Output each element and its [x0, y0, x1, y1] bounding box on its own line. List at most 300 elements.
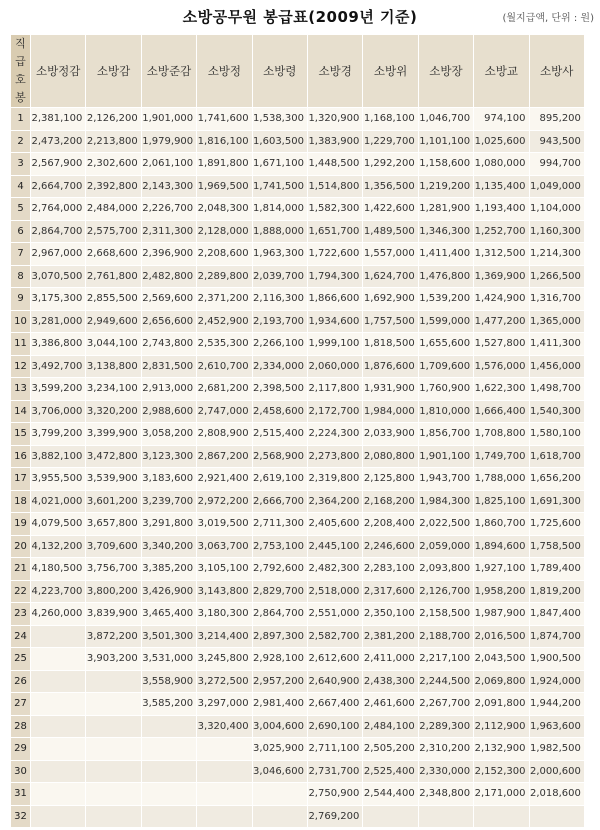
salary-cell: 1,158,600 [418, 153, 473, 176]
salary-cell: 2,132,900 [474, 738, 529, 761]
salary-cell: 3,019,500 [197, 513, 252, 536]
salary-cell [86, 693, 141, 716]
salary-cell: 3,340,200 [141, 535, 196, 558]
salary-cell: 1,749,700 [474, 445, 529, 468]
salary-cell [86, 715, 141, 738]
salary-cell: 1,708,800 [474, 423, 529, 446]
salary-cell: 3,025,900 [252, 738, 307, 761]
salary-cell: 2,125,800 [363, 468, 418, 491]
salary-cell: 974,100 [474, 108, 529, 131]
salary-cell [86, 783, 141, 806]
salary-cell: 2,544,400 [363, 783, 418, 806]
salary-cell: 2,743,800 [141, 333, 196, 356]
salary-cell: 1,979,900 [141, 130, 196, 153]
step-cell: 26 [11, 670, 31, 693]
salary-cell: 1,874,700 [529, 625, 584, 648]
salary-cell: 2,668,600 [86, 243, 141, 266]
salary-cell: 3,297,000 [197, 693, 252, 716]
step-cell: 10 [11, 310, 31, 333]
salary-cell: 2,518,000 [307, 580, 362, 603]
step-cell: 6 [11, 220, 31, 243]
table-row [11, 310, 585, 333]
salary-cell: 2,482,300 [307, 558, 362, 581]
salary-cell: 2,461,600 [363, 693, 418, 716]
salary-cell: 2,000,600 [529, 760, 584, 783]
salary-cell: 1,931,900 [363, 378, 418, 401]
table-row [11, 558, 585, 581]
salary-cell: 1,692,900 [363, 288, 418, 311]
salary-cell [197, 738, 252, 761]
table-row [11, 153, 585, 176]
salary-cell: 2,612,600 [307, 648, 362, 671]
salary-cell: 1,580,100 [529, 423, 584, 446]
step-cell: 2 [11, 130, 31, 153]
table-row [11, 355, 585, 378]
salary-cell: 3,601,200 [86, 490, 141, 513]
salary-cell: 3,492,700 [31, 355, 86, 378]
salary-cell: 1,860,700 [474, 513, 529, 536]
salary-cell: 1,671,100 [252, 153, 307, 176]
salary-cell: 2,317,600 [363, 580, 418, 603]
salary-cell: 1,540,300 [529, 400, 584, 423]
salary-cell: 2,213,800 [86, 130, 141, 153]
salary-cell: 1,655,600 [418, 333, 473, 356]
salary-cell: 1,538,300 [252, 108, 307, 131]
salary-cell: 2,244,500 [418, 670, 473, 693]
salary-cell: 3,214,400 [197, 625, 252, 648]
salary-cell: 1,987,900 [474, 603, 529, 626]
salary-cell: 1,984,300 [418, 490, 473, 513]
salary-cell: 3,063,700 [197, 535, 252, 558]
salary-cell: 2,061,100 [141, 153, 196, 176]
salary-cell: 2,582,700 [307, 625, 362, 648]
salary-cell: 2,033,900 [363, 423, 418, 446]
salary-cell: 1,618,700 [529, 445, 584, 468]
salary-cell: 2,283,100 [363, 558, 418, 581]
salary-cell: 3,320,400 [197, 715, 252, 738]
salary-cell: 2,016,500 [474, 625, 529, 648]
salary-cell: 1,760,900 [418, 378, 473, 401]
salary-cell: 943,500 [529, 130, 584, 153]
salary-cell: 2,764,000 [31, 198, 86, 221]
step-cell: 29 [11, 738, 31, 761]
step-cell: 5 [11, 198, 31, 221]
salary-cell: 3,234,100 [86, 378, 141, 401]
step-cell: 1 [11, 108, 31, 131]
table-row [11, 693, 585, 716]
salary-cell: 3,882,100 [31, 445, 86, 468]
step-cell: 13 [11, 378, 31, 401]
salary-cell: 1,924,000 [529, 670, 584, 693]
salary-cell: 1,788,000 [474, 468, 529, 491]
salary-cell: 2,226,700 [141, 198, 196, 221]
salary-cell: 1,982,500 [529, 738, 584, 761]
salary-cell: 2,117,800 [307, 378, 362, 401]
salary-cell: 1,944,200 [529, 693, 584, 716]
step-cell: 11 [11, 333, 31, 356]
step-cell: 27 [11, 693, 31, 716]
salary-cell: 2,808,900 [197, 423, 252, 446]
salary-cell: 3,706,000 [31, 400, 86, 423]
salary-cell [141, 738, 196, 761]
table-row [11, 760, 585, 783]
header-row [11, 35, 585, 108]
salary-cell: 4,260,000 [31, 603, 86, 626]
salary-cell: 4,079,500 [31, 513, 86, 536]
step-cell: 32 [11, 805, 31, 828]
salary-cell: 2,972,200 [197, 490, 252, 513]
salary-cell: 1,025,600 [474, 130, 529, 153]
salary-cell: 1,984,000 [363, 400, 418, 423]
salary-cell: 1,101,100 [418, 130, 473, 153]
salary-cell: 2,319,800 [307, 468, 362, 491]
salary-cell: 1,080,000 [474, 153, 529, 176]
salary-cell [141, 805, 196, 828]
salary-cell: 1,539,200 [418, 288, 473, 311]
salary-cell: 2,158,500 [418, 603, 473, 626]
salary-cell: 1,963,600 [529, 715, 584, 738]
salary-cell: 2,681,200 [197, 378, 252, 401]
salary-cell: 2,664,700 [31, 175, 86, 198]
salary-cell: 2,619,100 [252, 468, 307, 491]
salary-cell: 1,999,100 [307, 333, 362, 356]
salary-cell: 3,180,300 [197, 603, 252, 626]
salary-cell: 4,180,500 [31, 558, 86, 581]
table-row [11, 400, 585, 423]
header-rank: 소방정 [197, 35, 252, 108]
salary-cell: 1,856,700 [418, 423, 473, 446]
salary-cell: 3,245,800 [197, 648, 252, 671]
table-row [11, 490, 585, 513]
salary-cell: 2,610,700 [197, 355, 252, 378]
salary-cell: 2,913,000 [141, 378, 196, 401]
salary-cell: 3,799,200 [31, 423, 86, 446]
salary-cell: 1,818,500 [363, 333, 418, 356]
salary-cell [31, 760, 86, 783]
salary-cell: 3,175,300 [31, 288, 86, 311]
salary-cell: 2,569,600 [141, 288, 196, 311]
salary-cell: 1,891,800 [197, 153, 252, 176]
salary-cell [252, 783, 307, 806]
header-rank: 소방령 [252, 35, 307, 108]
salary-cell: 2,949,600 [86, 310, 141, 333]
salary-cell [197, 783, 252, 806]
salary-cell: 2,381,200 [363, 625, 418, 648]
salary-cell: 2,761,800 [86, 265, 141, 288]
salary-cell: 3,291,800 [141, 513, 196, 536]
salary-cell: 2,438,300 [363, 670, 418, 693]
step-cell: 14 [11, 400, 31, 423]
salary-cell: 1,046,700 [418, 108, 473, 131]
salary-cell: 2,666,700 [252, 490, 307, 513]
salary-cell: 1,411,300 [529, 333, 584, 356]
salary-cell: 2,217,100 [418, 648, 473, 671]
salary-cell [31, 693, 86, 716]
salary-cell: 1,527,800 [474, 333, 529, 356]
salary-cell: 2,792,600 [252, 558, 307, 581]
salary-cell: 1,582,300 [307, 198, 362, 221]
salary-cell: 1,794,300 [307, 265, 362, 288]
salary-cell [86, 760, 141, 783]
salary-cell: 2,515,400 [252, 423, 307, 446]
salary-cell: 2,126,200 [86, 108, 141, 131]
salary-cell: 3,955,500 [31, 468, 86, 491]
salary-cell: 2,753,100 [252, 535, 307, 558]
salary-cell: 3,903,200 [86, 648, 141, 671]
salary-cell: 1,422,600 [363, 198, 418, 221]
salary-cell: 1,456,000 [529, 355, 584, 378]
salary-cell: 2,059,000 [418, 535, 473, 558]
salary-cell: 2,048,300 [197, 198, 252, 221]
salary-cell: 2,398,500 [252, 378, 307, 401]
table-row [11, 198, 585, 221]
salary-cell: 2,116,300 [252, 288, 307, 311]
salary-cell: 1,958,200 [474, 580, 529, 603]
salary-cell: 2,330,000 [418, 760, 473, 783]
salary-cell: 2,112,900 [474, 715, 529, 738]
salary-cell: 2,224,300 [307, 423, 362, 446]
salary-cell: 1,229,700 [363, 130, 418, 153]
salary-cell: 3,123,300 [141, 445, 196, 468]
salary-cell: 2,525,400 [363, 760, 418, 783]
salary-cell: 1,514,800 [307, 175, 362, 198]
table-row [11, 378, 585, 401]
salary-cell: 1,819,200 [529, 580, 584, 603]
salary-cell: 1,557,000 [363, 243, 418, 266]
salary-cell: 2,864,700 [31, 220, 86, 243]
salary-cell: 1,498,700 [529, 378, 584, 401]
salary-cell: 2,747,000 [197, 400, 252, 423]
salary-cell: 2,143,300 [141, 175, 196, 198]
step-cell: 15 [11, 423, 31, 446]
table-row [11, 243, 585, 266]
salary-cell: 2,069,800 [474, 670, 529, 693]
salary-cell: 1,411,400 [418, 243, 473, 266]
salary-cell: 1,651,700 [307, 220, 362, 243]
salary-cell: 1,356,500 [363, 175, 418, 198]
salary-cell: 2,473,200 [31, 130, 86, 153]
table-row [11, 175, 585, 198]
salary-cell: 1,383,900 [307, 130, 362, 153]
salary-cell: 3,599,200 [31, 378, 86, 401]
salary-cell: 2,208,400 [363, 513, 418, 536]
salary-cell: 3,472,800 [86, 445, 141, 468]
salary-cell: 1,825,100 [474, 490, 529, 513]
salary-cell: 3,558,900 [141, 670, 196, 693]
header-rank: 소방사 [529, 35, 584, 108]
salary-cell: 2,022,500 [418, 513, 473, 536]
salary-cell: 2,018,600 [529, 783, 584, 806]
salary-cell: 4,132,200 [31, 535, 86, 558]
salary-cell: 1,477,200 [474, 310, 529, 333]
salary-cell: 3,839,900 [86, 603, 141, 626]
header-rank: 소방경 [307, 35, 362, 108]
salary-cell: 1,691,300 [529, 490, 584, 513]
header-rank: 소방준감 [141, 35, 196, 108]
header-rank: 소방감 [86, 35, 141, 108]
salary-cell: 1,900,500 [529, 648, 584, 671]
step-cell: 21 [11, 558, 31, 581]
header-rank: 소방장 [418, 35, 473, 108]
page-title: 소방공무원 봉급표(2009년 기준) [182, 8, 418, 26]
salary-cell: 3,531,000 [141, 648, 196, 671]
salary-cell: 2,188,700 [418, 625, 473, 648]
salary-cell: 2,567,900 [31, 153, 86, 176]
salary-cell: 1,214,300 [529, 243, 584, 266]
salary-cell: 2,656,600 [141, 310, 196, 333]
salary-cell: 2,392,800 [86, 175, 141, 198]
salary-cell: 1,346,300 [418, 220, 473, 243]
salary-cell [31, 715, 86, 738]
salary-cell [252, 805, 307, 828]
salary-cell: 1,814,000 [252, 198, 307, 221]
salary-cell: 1,448,500 [307, 153, 362, 176]
salary-cell: 2,246,600 [363, 535, 418, 558]
salary-cell: 2,128,000 [197, 220, 252, 243]
salary-cell: 3,385,200 [141, 558, 196, 581]
salary-cell: 2,640,900 [307, 670, 362, 693]
salary-cell: 1,656,200 [529, 468, 584, 491]
salary-cell: 2,867,200 [197, 445, 252, 468]
salary-cell: 1,758,500 [529, 535, 584, 558]
salary-cell: 4,223,700 [31, 580, 86, 603]
salary-cell: 3,320,200 [86, 400, 141, 423]
salary-cell [31, 648, 86, 671]
salary-cell [474, 805, 529, 828]
salary-cell [197, 805, 252, 828]
salary-cell: 2,957,200 [252, 670, 307, 693]
salary-cell: 2,310,200 [418, 738, 473, 761]
salary-cell: 2,505,200 [363, 738, 418, 761]
step-cell: 12 [11, 355, 31, 378]
salary-cell: 1,168,100 [363, 108, 418, 131]
salary-cell: 2,126,700 [418, 580, 473, 603]
header-rank: 소방위 [363, 35, 418, 108]
salary-cell: 2,267,700 [418, 693, 473, 716]
table-row [11, 670, 585, 693]
step-cell: 9 [11, 288, 31, 311]
salary-cell: 2,334,000 [252, 355, 307, 378]
salary-cell: 2,364,200 [307, 490, 362, 513]
salary-cell: 3,058,200 [141, 423, 196, 446]
salary-cell: 1,866,600 [307, 288, 362, 311]
salary-cell: 3,046,600 [252, 760, 307, 783]
salary-cell: 2,711,300 [252, 513, 307, 536]
salary-cell: 1,934,600 [307, 310, 362, 333]
salary-cell: 2,484,100 [363, 715, 418, 738]
salary-cell: 2,769,200 [307, 805, 362, 828]
salary-cell: 3,272,500 [197, 670, 252, 693]
salary-cell: 1,963,300 [252, 243, 307, 266]
salary-cell: 1,847,400 [529, 603, 584, 626]
step-cell: 22 [11, 580, 31, 603]
salary-cell: 3,657,800 [86, 513, 141, 536]
salary-cell: 3,800,200 [86, 580, 141, 603]
salary-cell: 1,969,500 [197, 175, 252, 198]
salary-cell: 2,452,900 [197, 310, 252, 333]
table-row [11, 580, 585, 603]
salary-cell: 1,365,000 [529, 310, 584, 333]
salary-cell: 1,789,400 [529, 558, 584, 581]
salary-cell: 2,043,500 [474, 648, 529, 671]
salary-cell: 1,816,100 [197, 130, 252, 153]
salary-cell [363, 805, 418, 828]
salary-cell: 3,138,800 [86, 355, 141, 378]
salary-cell: 2,168,200 [363, 490, 418, 513]
salary-cell: 2,273,800 [307, 445, 362, 468]
salary-cell: 2,208,600 [197, 243, 252, 266]
salary-cell: 3,183,600 [141, 468, 196, 491]
salary-cell: 1,266,500 [529, 265, 584, 288]
salary-cell: 1,193,400 [474, 198, 529, 221]
salary-cell: 3,585,200 [141, 693, 196, 716]
salary-cell [86, 670, 141, 693]
salary-cell: 1,622,300 [474, 378, 529, 401]
table-row [11, 108, 585, 131]
salary-cell: 2,711,100 [307, 738, 362, 761]
table-row [11, 603, 585, 626]
salary-cell: 2,396,900 [141, 243, 196, 266]
salary-cell: 2,039,700 [252, 265, 307, 288]
salary-cell: 2,458,600 [252, 400, 307, 423]
salary-cell: 1,722,600 [307, 243, 362, 266]
salary-cell [529, 805, 584, 828]
salary-table [10, 34, 585, 828]
step-cell: 23 [11, 603, 31, 626]
salary-cell [141, 783, 196, 806]
salary-cell: 1,320,900 [307, 108, 362, 131]
salary-cell: 2,289,300 [418, 715, 473, 738]
salary-cell: 1,741,500 [252, 175, 307, 198]
header-rank-step: 직급 호봉 [11, 35, 31, 108]
table-row [11, 738, 585, 761]
salary-cell: 1,943,700 [418, 468, 473, 491]
salary-cell: 2,093,800 [418, 558, 473, 581]
step-cell: 4 [11, 175, 31, 198]
salary-cell: 1,741,600 [197, 108, 252, 131]
salary-cell: 2,381,100 [31, 108, 86, 131]
salary-cell: 1,725,600 [529, 513, 584, 536]
salary-cell: 2,864,700 [252, 603, 307, 626]
salary-cell: 1,424,900 [474, 288, 529, 311]
salary-cell: 1,281,900 [418, 198, 473, 221]
step-cell: 25 [11, 648, 31, 671]
salary-cell: 2,568,900 [252, 445, 307, 468]
salary-cell: 2,897,300 [252, 625, 307, 648]
salary-cell: 4,021,000 [31, 490, 86, 513]
salary-cell: 2,405,600 [307, 513, 362, 536]
salary-cell: 2,484,000 [86, 198, 141, 221]
step-cell: 7 [11, 243, 31, 266]
salary-cell: 1,160,300 [529, 220, 584, 243]
salary-cell: 2,080,800 [363, 445, 418, 468]
salary-cell: 2,482,800 [141, 265, 196, 288]
salary-cell [31, 805, 86, 828]
salary-cell: 3,465,400 [141, 603, 196, 626]
salary-cell: 2,060,000 [307, 355, 362, 378]
step-cell: 8 [11, 265, 31, 288]
salary-cell: 3,143,800 [197, 580, 252, 603]
salary-cell: 1,666,400 [474, 400, 529, 423]
salary-cell: 2,575,700 [86, 220, 141, 243]
salary-cell: 1,576,000 [474, 355, 529, 378]
salary-cell: 2,445,100 [307, 535, 362, 558]
step-cell: 16 [11, 445, 31, 468]
salary-cell: 1,709,600 [418, 355, 473, 378]
table-row [11, 783, 585, 806]
salary-cell: 994,700 [529, 153, 584, 176]
table-row [11, 625, 585, 648]
